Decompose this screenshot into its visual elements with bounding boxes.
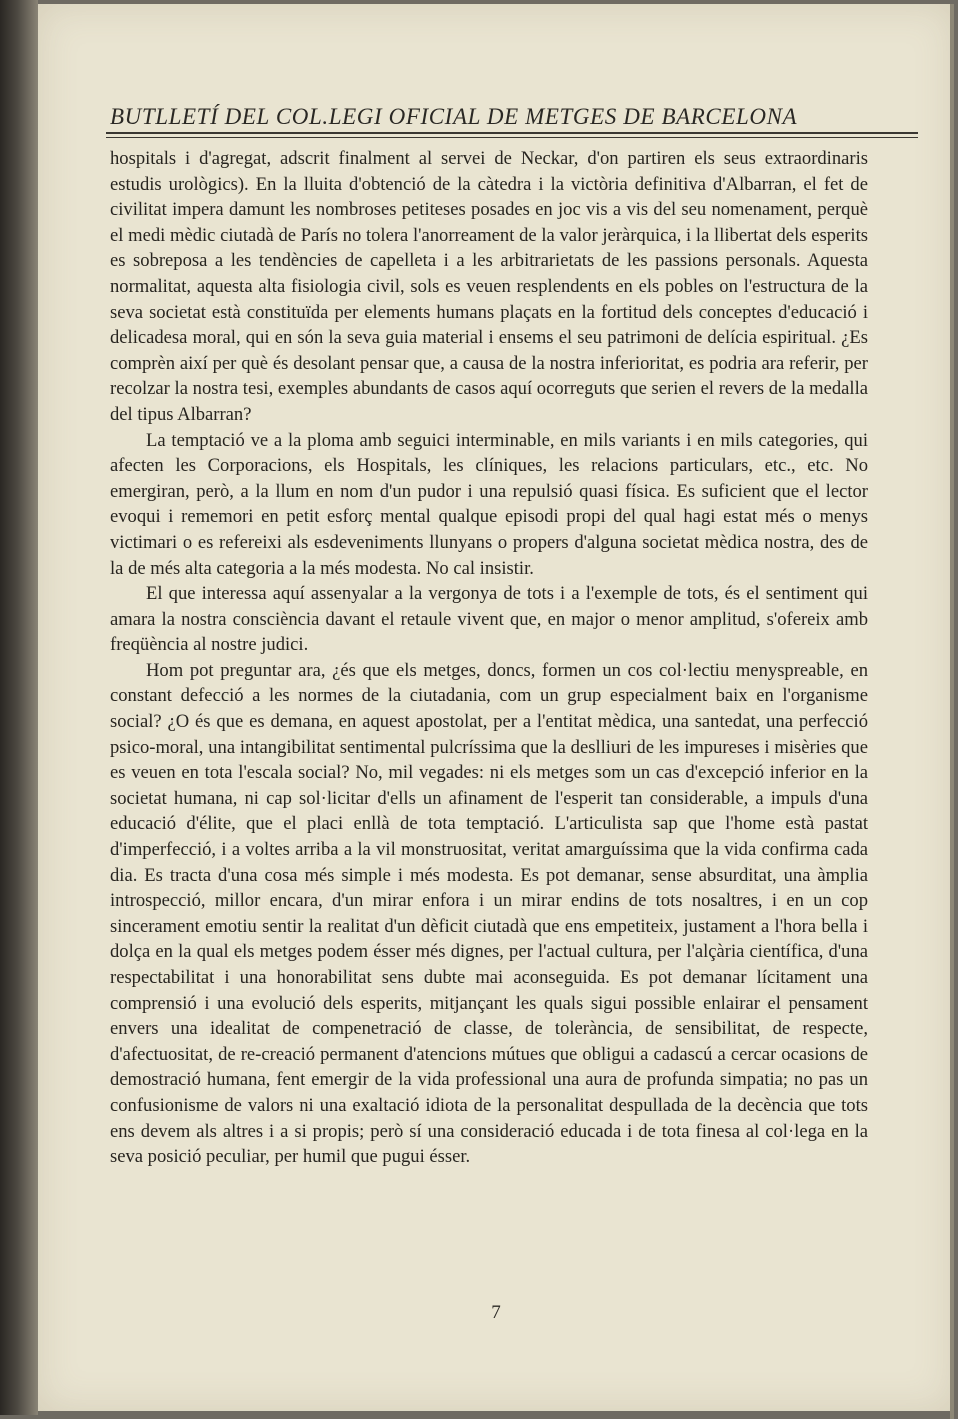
paragraph-1: hospitals i d'agregat, adscrit finalment al servei de Neckar, d'on partiren els seus extraordinaris estudis urològics). En la lluita d'obtenció de la càtedra i la victòria definitiva d'Albarran, el fet de civilitat impera damunt les nombroses petiteses posades en joc vis a vis del seu nomenament, perquè el medi mèdic ciutadà de París no tolera l'anorreament de la valor jeràrquica, i la llibertat dels esperits es sobreposa a les tendències de capelleta i a les arbitrarietats de les passions personals. Aquesta normalitat, aquesta alta fisiologia civil, sols es veuen resplendents en els pobles on l'estructura de la seva societat està constituïda per elements humans plaçats en la fortitud dels conceptes d'educació i delicadesa moral, qui en són la seva guia material i ensems el seu patrimoni de delícia espiritual. ¿Es comprèn així per què és desolant pensar que, a causa de la nostra inferioritat, es podria ara referir, per recolzar la nostra tesi, exemples abundants de casos aquí ocorreguts que serien el revers de la medalla del tipus Albarran? — [110, 148, 868, 425]
paragraph-4: Hom pot preguntar ara, ¿és que els metges, doncs, formen un cos col·lectiu menyspreable, en constant defecció a les normes de la ciutadania, com un grup especialment baix en l'organisme social? ¿O és que es demana, en aquest apostolat, per a l'entitat mèdica, una santedat, una perfecció psico-moral, una intangibilitat sentimental pulcríssima que la deslliuri de les impureses i misèries que es veuen en tota l'escala social? No, mil vegades: ni els metges som un cas d'excepció inferior en la societat humana, ni cap sol·licitar d'ells un afinament de l'esperit tan considerable, a impuls d'una educació d'élite, que el placi enllà de tota temptació. L'articulista sap que l'home està pastat d'imperfecció, i a voltes arriba a la vil monstruositat, veritat amarguíssima que la vida confirma cada dia. Es tracta d'una cosa més simple i més modesta. Es pot demanar, sense absurditat, una àmplia introspecció, millor encara, d'un mirar enfora i un mirar endins de tots nosaltres, i en un cop sincerament emotiu sentir la realitat d'un dèficit ciutadà que ens empetiteix, justament a l'hora bella i dolça en la qual els metges podem ésser més dignes, per l'actual cultura, per l'alçària científica, d'una respectabilitat i una honorabilitat sens dubte mai aconseguida. Es pot demanar lícitament una comprensió i una evolució dels esperits, mitjançant les quals sigui possible enlairar el pensament envers una idealitat de compenetració de classe, de tolerància, de sensibilitat, de respecte, d'afectuositat, de re-creació permanent d'atencions mútues que obligui a cadascú a cercar ocasions de demostració humana, fent emergir de la vida professional una aura de profunda simpatia; no pas un confusionisme de valors ni una exaltació idiota de la personalitat despullada de la decència que tots ens devem als altres i a si propis; però sí una consideració educada i de tota finesa al col·lega en la seva posició peculiar, per humil que pugui ésser. — [110, 659, 868, 1168]
article-body — [110, 146, 868, 1170]
header-rule-thin — [106, 137, 918, 138]
page-number: 7 — [491, 1302, 501, 1323]
book-binding-shadow — [0, 0, 38, 1415]
paragraph-3: El que interessa aquí assenyalar a la vergonya de tots i a l'exemple de tots, és el sentiment qui amara la nostra consciència davant el retaule vivent que, en major o menor amplitud, s'ofereix amb freqüència al nostre judici. — [110, 583, 868, 656]
page-edge — [950, 4, 954, 1419]
paragraph-2: La temptació ve a la ploma amb seguici interminable, en mils variants i en mils categories, qui afecten les Corporacions, els Hospitals, les clíniques, les relacions particulars, etc., etc. No emergiran, però, a la llum en nom d'un pudor i una repulsió quasi física. Es suficient que el lector evoqui i rememori en petit esforç mental qualque episodi propi del qual hagi estat més o menys victimari o es refereixi als esdeveniments llunyans o propers d'alguna societat mèdica nostra, des de la de més alta categoria a la més modesta. No cal insistir. — [110, 429, 868, 579]
scanned-page — [38, 4, 954, 1411]
running-header: BUTLLETÍ DEL COL.LEGI OFICIAL DE METGES DE BARCELONA — [110, 104, 798, 129]
header-rule-thick — [106, 132, 918, 134]
